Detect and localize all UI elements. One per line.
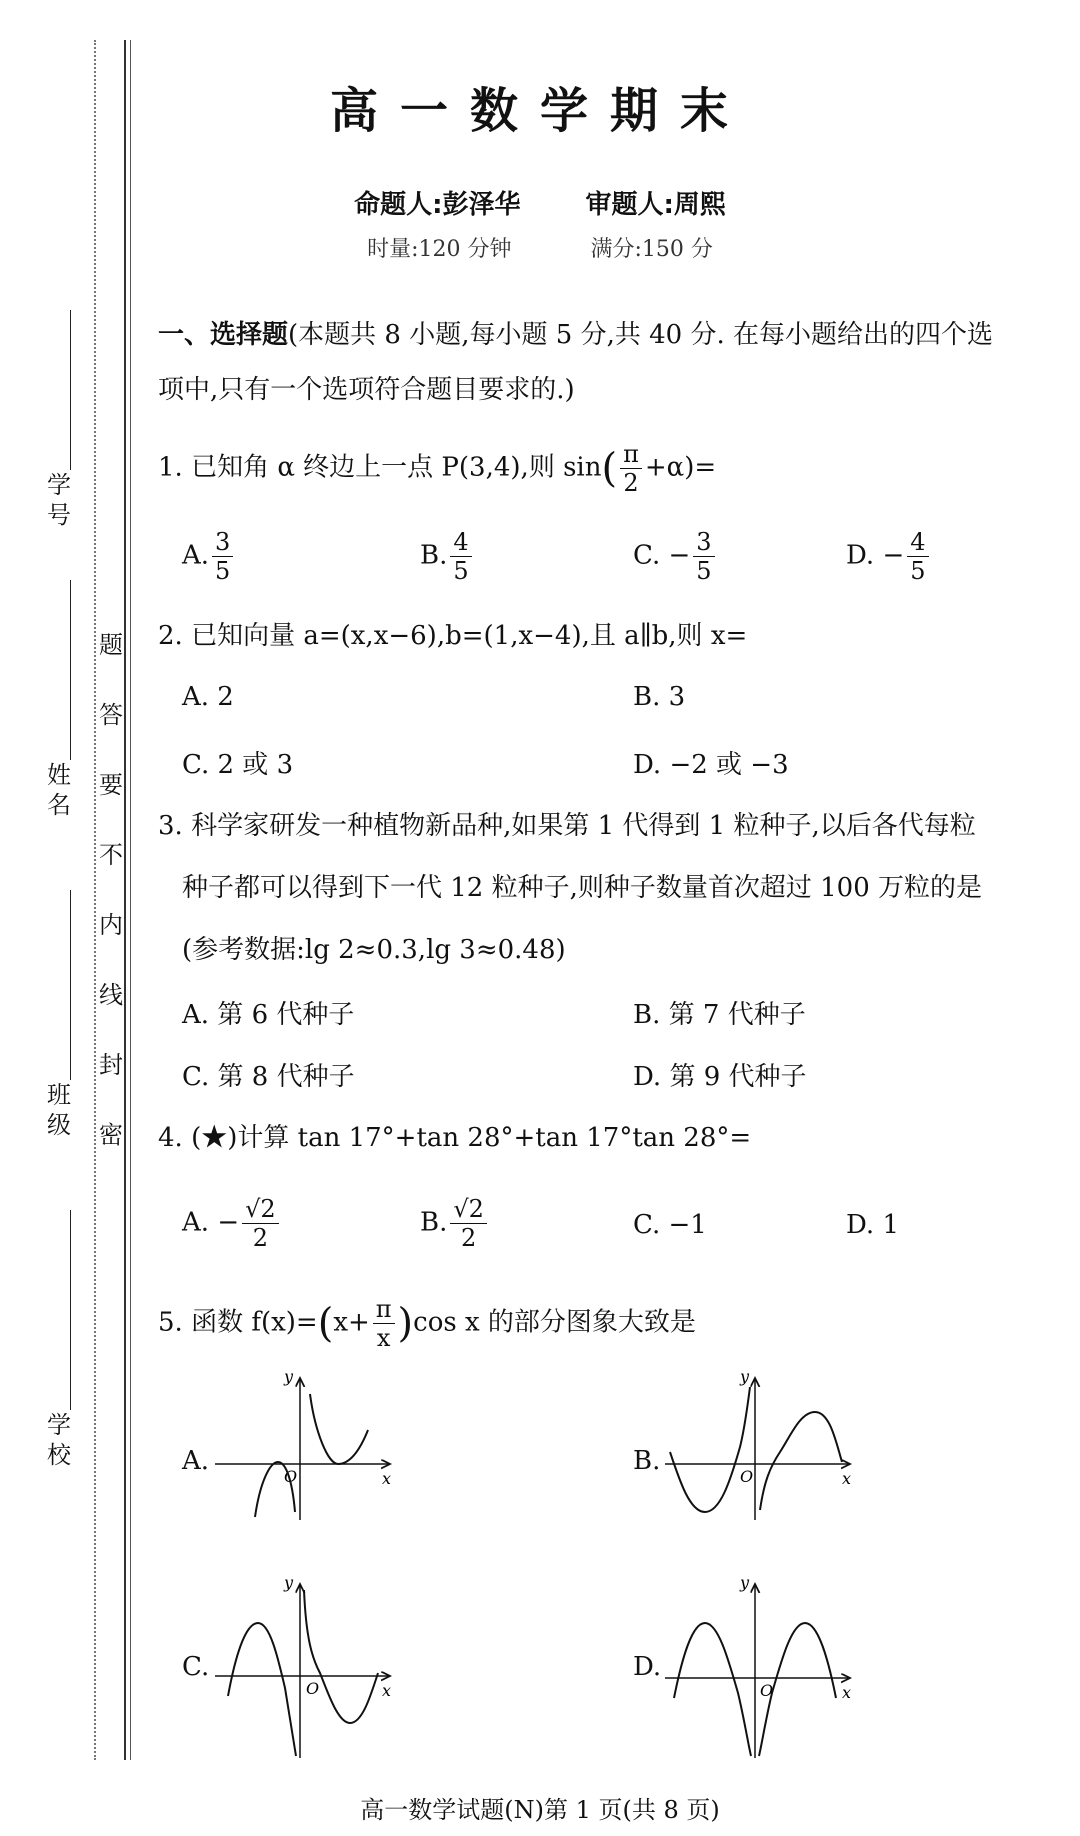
curve [228, 1623, 296, 1756]
question-4: 4. (★)计算 tan 17°+tan 28°+tan 17°tan 28°= [158, 1123, 752, 1153]
seal-char: 封 [99, 1051, 123, 1079]
q1-stem: 1. 已知角 α 终边上一点 P(3,4),则 sin [158, 452, 602, 483]
time-limit: 时量:120 分钟 [367, 237, 512, 262]
q2-option-d[interactable]: D. −2 或 −3 [633, 750, 789, 780]
class-label: 班级 [47, 1081, 71, 1139]
y-axis-label: y [740, 1372, 750, 1386]
paren-close: ) [397, 1300, 414, 1347]
seal-char: 不 [99, 841, 123, 869]
section-instruction-cont: 项中,只有一个选项符合题目要求的.) [158, 375, 575, 405]
origin-label: O [306, 1679, 320, 1698]
y-axis-label: y [284, 1372, 294, 1386]
q3-option-a[interactable]: A. 第 6 代种子 [182, 1000, 355, 1030]
question-5: 5. 函数 f(x)=(x+ $\frac{\pi}{x}$ )cos x 的部分图象大致是 [158, 1295, 696, 1352]
q1-stem-end: +α)= [644, 452, 717, 483]
q1-option-d[interactable]: D. − $\frac{4}{5}$ [846, 528, 932, 585]
q5-option-d-label[interactable]: D. [633, 1652, 662, 1682]
seal-char: 内 [99, 911, 123, 939]
q5-fraction: $\frac{\pi}{x}$ [373, 1295, 395, 1352]
seal-char: 答 [99, 701, 123, 729]
graph-b[interactable] [660, 1372, 860, 1522]
question-1 [158, 440, 716, 497]
curve [310, 1394, 368, 1464]
student-id-blank [70, 310, 71, 470]
margin-line-inner [130, 40, 131, 1760]
q2-option-c[interactable]: C. 2 或 3 [182, 750, 294, 780]
q4-option-d[interactable]: D. 1 [846, 1210, 899, 1240]
class-blank [70, 890, 71, 1080]
q3-option-b[interactable]: B. 第 7 代种子 [633, 1000, 806, 1030]
seal-char: 要 [99, 771, 123, 799]
section-heading [158, 317, 993, 353]
origin-label: O [284, 1467, 298, 1486]
section-instruction: (本题共 8 小题,每小题 5 分,共 40 分. 在每小题给出的四个选 [288, 320, 993, 350]
q5-option-c-label[interactable]: C. [182, 1652, 210, 1682]
seal-char: 密 [99, 1121, 123, 1149]
graph-c[interactable] [210, 1578, 400, 1763]
curve [304, 1590, 378, 1723]
q5-option-a-label[interactable]: A. [182, 1446, 210, 1476]
x-axis-label: x [842, 1683, 852, 1702]
q1-option-a[interactable]: A. $\frac{3}{5}$ [182, 528, 236, 585]
q1-fraction: $\frac{\pi}{2}$ [620, 440, 642, 497]
page-footer: 高一数学试题(N)第 1 页(共 8 页) [360, 1796, 720, 1824]
origin-label: O [740, 1467, 754, 1486]
question-3-reference: (参考数据:lg 2≈0.3,lg 3≈0.48) [182, 935, 566, 965]
graph-a[interactable] [210, 1372, 400, 1522]
option-fraction: $\frac{4}{5}$ [907, 528, 928, 585]
q5-option-b-label[interactable]: B. [633, 1446, 661, 1476]
question-3-cont: 种子都可以得到下一代 12 粒种子,则种子数量首次超过 100 万粒的是 [182, 873, 983, 903]
paren-open: ( [317, 1300, 334, 1347]
seal-char: 线 [99, 981, 123, 1009]
student-id-label: 学号 [47, 471, 71, 529]
curve [670, 1387, 750, 1512]
option-fraction: $\frac{4}{5}$ [450, 528, 471, 585]
q3-option-d[interactable]: D. 第 9 代种子 [633, 1062, 807, 1092]
question-3: 3. 科学家研发一种植物新品种,如果第 1 代得到 1 粒种子,以后各代每粒 [158, 811, 976, 841]
name-blank [70, 580, 71, 760]
option-fraction: $\frac{√2}{2}$ [450, 1195, 487, 1252]
graph-d[interactable] [660, 1578, 860, 1763]
author-line [0, 184, 1080, 221]
q1-option-c[interactable]: C. − $\frac{3}{5}$ [633, 528, 718, 585]
curve [760, 1412, 842, 1510]
q4-option-a[interactable]: A. − $\frac{√2}{2}$ [182, 1195, 282, 1252]
q2-option-a[interactable]: A. 2 [182, 682, 234, 712]
section-title: 一、选择题 [158, 320, 289, 350]
reviewer: 审题人:周熙 [585, 190, 726, 220]
x-axis-label: x [382, 1469, 392, 1488]
option-fraction: $\frac{3}{5}$ [212, 528, 233, 585]
option-fraction: $\frac{3}{5}$ [693, 528, 714, 585]
school-label: 学校 [47, 1411, 71, 1469]
y-axis-label: y [740, 1578, 750, 1592]
q2-option-b[interactable]: B. 3 [633, 682, 686, 712]
q4-option-c[interactable]: C. −1 [633, 1210, 707, 1240]
margin-line [124, 40, 126, 1760]
question-2: 2. 已知向量 a=(x,x−6),b=(1,x−4),且 a∥b,则 x= [158, 621, 748, 651]
option-fraction: $\frac{√2}{2}$ [242, 1195, 279, 1252]
y-axis-label: y [284, 1578, 294, 1592]
q1-option-b[interactable]: B. $\frac{4}{5}$ [420, 528, 475, 585]
full-score: 满分:150 分 [590, 237, 713, 262]
fold-line-dotted [94, 40, 96, 1760]
exam-title: 高一数学期末 [329, 83, 750, 139]
exam-meta [0, 232, 1080, 263]
name-label: 姓名 [47, 761, 71, 819]
curve [674, 1623, 751, 1756]
x-axis-label: x [382, 1681, 392, 1700]
seal-char: 题 [99, 631, 123, 659]
paren-open: ( [601, 445, 618, 492]
x-axis-label: x [842, 1469, 852, 1488]
setter: 命题人:彭泽华 [354, 190, 521, 220]
q3-option-c[interactable]: C. 第 8 代种子 [182, 1062, 355, 1092]
origin-label: O [760, 1681, 774, 1700]
school-blank [70, 1210, 71, 1410]
q4-option-b[interactable]: B. $\frac{√2}{2}$ [420, 1195, 490, 1252]
